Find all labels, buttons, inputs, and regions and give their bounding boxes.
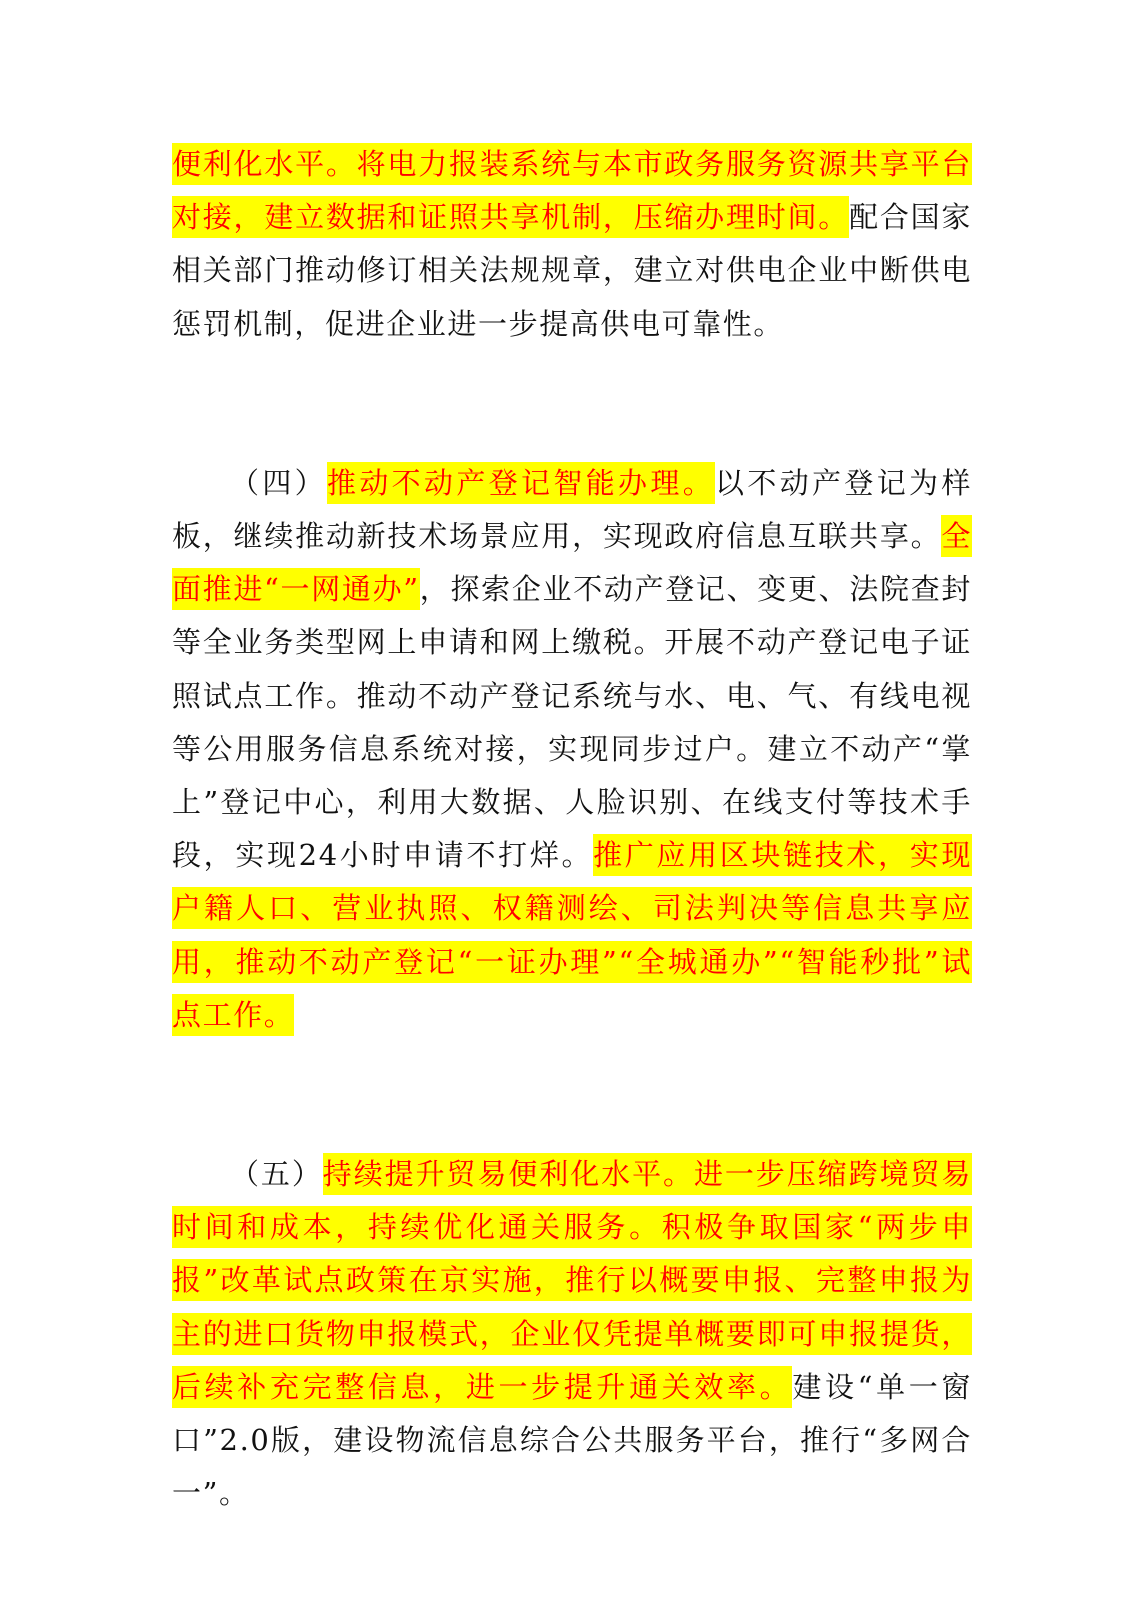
paragraph-real-estate-registration [172, 457, 972, 1042]
highlighted-text: 便利化水平。将电力报装系统与本市政务服务资源共享平台对接，建立数据和证照共享机制，压缩办理时间。 [172, 143, 972, 238]
highlighted-text: 推广应用区块链技术，实现户籍人口、营业执照、权籍测绘、司法判决等信息共享应用，推动不动产登记“一证办理”“全城通办”“智能秒批”试点工作。 [172, 834, 972, 1036]
body-text: ，探索企业不动产登记、变更、法院查封等全业务类型网上申请和网上缴税。开展不动产登记电子证照试点工作。推动不动产登记系统与水、电、气、有线电视等公用服务信息系统对接，实现同步过户。建立不动产“掌上”登记中心，利用大数据、人脸识别、在线支付等技术手段，实现24小时申请不打烊。 [172, 572, 972, 873]
paragraph-power-reporting [172, 138, 972, 351]
document-page [172, 138, 972, 1520]
section-heading: 持续提升贸易便利化水平。进一步压缩跨境贸易时间和成本，持续优化通关服务。积极争取国家“两步申报”改革试点政策在京实施，推行以概要申报、完整申报为主的进口货物申报模式，企业仅凭提单概要即可申报提货，后续补充完整信息，进一步提升通关效率。 [172, 1153, 972, 1408]
body-text: 以不动产登记为样板，继续推动新技术场景应用，实现政府信息互联共享。 [172, 465, 972, 554]
highlighted-text: 全面推进“一网通办” [172, 515, 972, 610]
section-number: （五） [230, 1157, 323, 1192]
paragraph-trade-facilitation [172, 1148, 972, 1520]
body-text: 配合国家相关部门推动修订相关法规规章，建立对供电企业中断供电惩罚机制，促进企业进一步提高供电可靠性。 [172, 200, 973, 341]
section-number: （四） [230, 465, 328, 500]
body-text: 建设“单一窗口”2.0版，建设物流信息综合公共服务平台，推行“多网合一”。 [172, 1369, 972, 1511]
section-heading: 推动不动产登记智能办理。 [327, 462, 715, 504]
